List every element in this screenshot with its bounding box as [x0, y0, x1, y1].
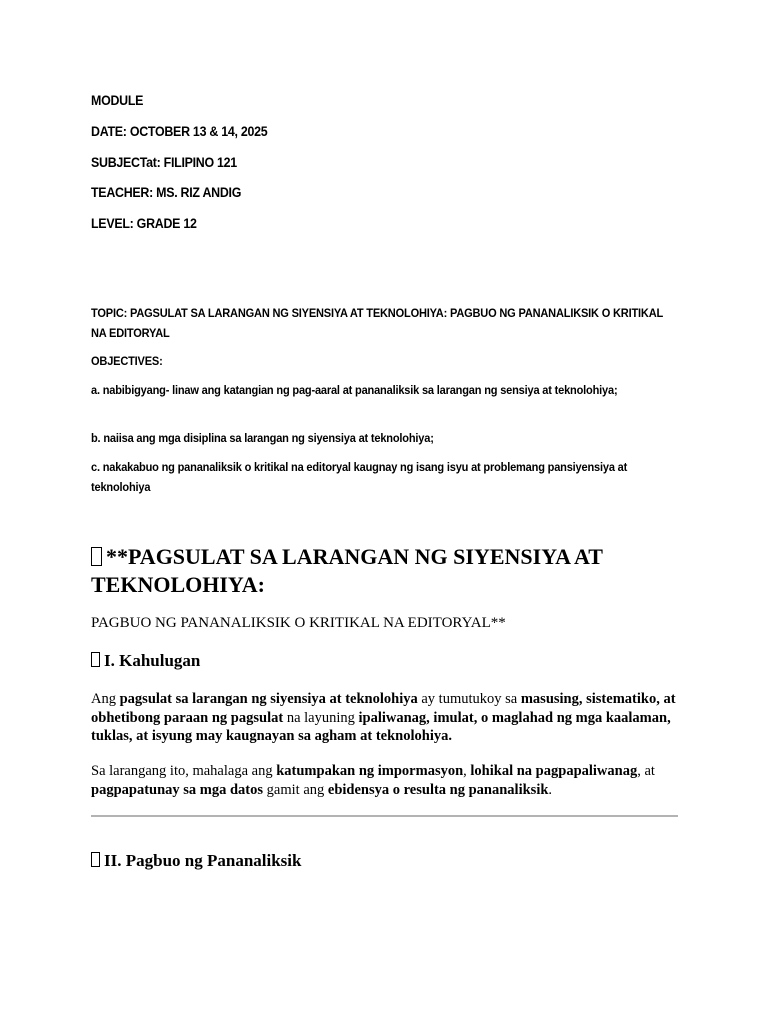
bold-run: ebidensya o resulta ng pananaliksik [327, 781, 549, 798]
section-title: I. Kahulugan [104, 651, 201, 670]
text-run: Sa larangang ito, mahalaga ang [91, 763, 277, 779]
section-heading-pagbuo [91, 851, 301, 871]
text-run: gamit ang [263, 781, 328, 798]
objective-c: c. nakakabuo ng pananaliksik o kritikal na editoryal kaugnay ng isang isyu at problemang pansiyensiya at teknolohiya [91, 460, 628, 494]
section-title: II. Pagbuo ng Pananaliksik [104, 851, 302, 870]
bold-run: lohikal na pagpapaliwanag [470, 763, 638, 779]
horizontal-divider [91, 815, 678, 817]
text-run: . [548, 781, 553, 798]
module-label: MODULE [91, 93, 144, 108]
level-line: LEVEL: GRADE 12 [91, 216, 197, 231]
bold-run: pagsulat sa larangan ng siyensiya at teknolohiya [119, 691, 418, 707]
bold-run: ipaliwanag, imulat, o maglahad ng mga kaalaman, tuklas, at isyung may kaugnayan sa agham at teknolohiya. [91, 709, 671, 744]
date-line: DATE: OCTOBER 13 & 14, 2025 [91, 124, 268, 139]
paragraph-importance [91, 762, 681, 799]
bold-run: pagpapatunay sa mga datos [91, 781, 264, 798]
main-heading-text: **PAGSULAT SA LARANGAN NG SIYENSIYA AT TEKNOLOHIYA: [91, 544, 603, 597]
paragraph-definition [91, 690, 681, 746]
main-subheading: PAGBUO NG PANANALIKSIK O KRITIKAL NA EDITORYAL** [91, 615, 506, 631]
missing-glyph-icon [91, 652, 100, 667]
objectives-label: OBJECTIVES: [91, 354, 163, 368]
missing-glyph-icon [91, 547, 102, 566]
topic-line: TOPIC: PAGSULAT SA LARANGAN NG SIYENSIYA AT TEKNOLOHIYA: PAGBUO NG PANANALIKSIK O KRITIKAL NA EDITORYAL [91, 306, 663, 340]
bold-run: masusing, sistematiko, at obhetibong paraan ng pagsulat [91, 691, 676, 726]
teacher-line: TEACHER: MS. RIZ ANDIG [91, 185, 242, 200]
missing-glyph-icon [91, 852, 100, 867]
text-run: , [463, 763, 471, 779]
text-run: , at [637, 763, 655, 779]
text-run: na layuning [283, 709, 359, 726]
bold-run: katumpakan ng impormasyon [276, 763, 464, 779]
objective-b: b. naiisa ang mga disiplina sa larangan ng siyensiya at teknolohiya; [91, 431, 434, 445]
text-run: ay tumutukoy sa [417, 691, 521, 707]
subject-line: SUBJECTat: FILIPINO 121 [91, 155, 237, 170]
section-heading-kahulugan [91, 651, 200, 671]
text-run: Ang [91, 691, 120, 707]
main-heading [91, 543, 691, 599]
objective-a: a. nabibigyang- linaw ang katangian ng pag-aaral at pananaliksik sa larangan ng sensiya at teknolohiya; [91, 383, 618, 397]
